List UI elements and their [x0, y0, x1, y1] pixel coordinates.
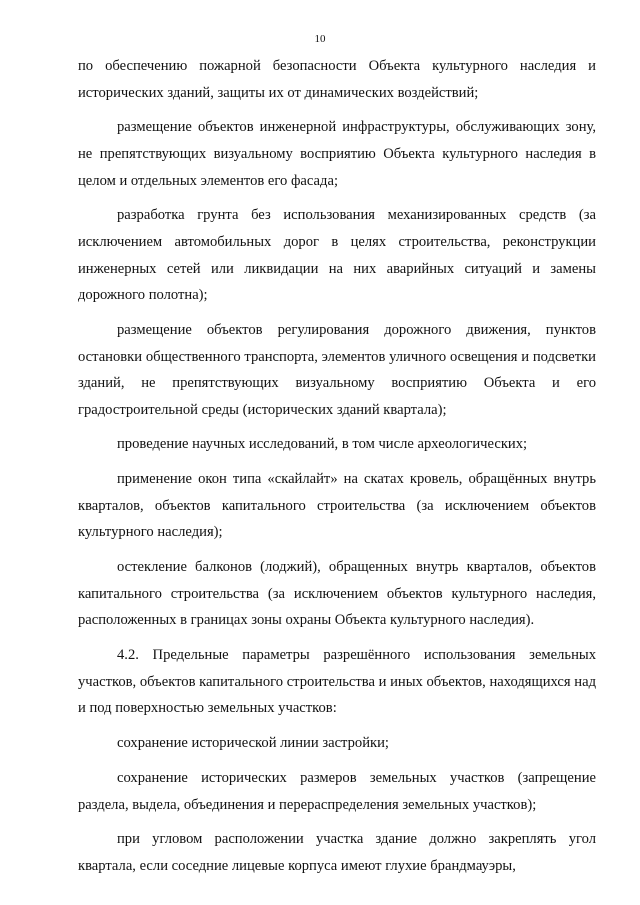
paragraph-fire-safety: по обеспечению пожарной безопасности Объекта культурного наследия и исторических зданий, защиты их от динамических воздействий; [78, 58, 596, 101]
paragraph-balcony-glazing: остекление балконов (лоджий), обращенных внутрь кварталов, объектов капитального строительства (за исключением объектов культурного наследия, расположенных в границах зоны охраны Объекта культурного наследия). [78, 559, 596, 629]
paragraph-research: проведение научных исследований, в том числе археологических; [117, 436, 528, 453]
paragraph-engineering-infrastructure: размещение объектов инженерной инфраструктуры, обслуживающих зону, не препятствующих визуальному восприятию Объекта культурного наследия в целом и отдельных элементов его фасада; [78, 119, 596, 189]
paragraph-section-4-2: 4.2. Предельные параметры разрешённого использования земельных участков, объектов капитального строительства и иных объектов, находящихся над и под поверхностью земельных участков: [78, 647, 596, 717]
paragraph-building-line: сохранение исторической линии застройки; [117, 735, 389, 752]
paragraph-plot-sizes: сохранение исторических размеров земельных участков (запрещение раздела, выдела, объединения и перераспределения земельных участков); [78, 769, 596, 813]
paragraph-skylight-windows: применение окон типа «скайлайт» на скатах кровель, обращённых внутрь кварталов, объектов капитального строительства (за исключением объектов культурного наследия); [78, 471, 596, 541]
paragraph-corner-plot: при угловом расположении участка здание должно закреплять угол квартала, если соседние лицевые корпуса имеют глухие брандмауэры, [78, 831, 596, 874]
paragraph-traffic-objects: размещение объектов регулирования дорожного движения, пунктов остановки общественного транспорта, элементов уличного освещения и подсветки зданий, не препятствующих визуальному восприятию Объекта и его градостроительной среды (исторических зданий квартала); [78, 321, 596, 418]
paragraph-soil-works: разработка грунта без использования механизированных средств (за исключением автомобильных дорог в целях строительства, реконструкции инженерных сетей или ликвидации на них аварийных ситуаций и замены дорожного полотна); [78, 207, 596, 304]
document-body [78, 53, 596, 888]
page-number: 10 [314, 33, 326, 45]
